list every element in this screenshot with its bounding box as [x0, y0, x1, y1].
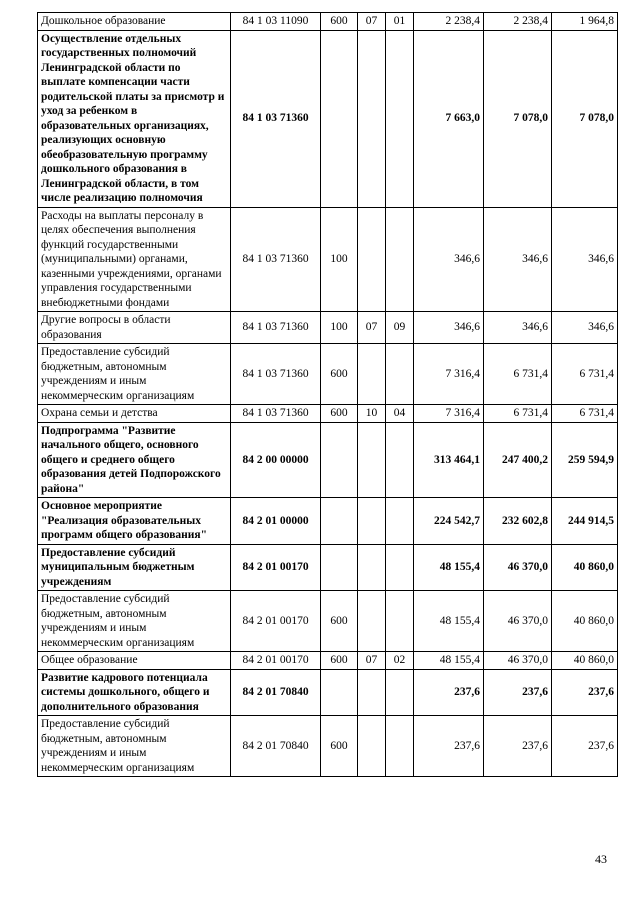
row-name: Предоставление субсидий бюджетным, автономным учреждениям и иным некоммерческим организациям — [38, 716, 231, 777]
row-amount-2: 247 400,2 — [484, 422, 552, 498]
row-subsection: 01 — [386, 13, 414, 31]
row-amount-1: 48 155,4 — [414, 591, 484, 652]
row-target-code: 84 1 03 71360 — [231, 344, 321, 405]
row-subsection — [386, 422, 414, 498]
row-amount-3: 6 731,4 — [552, 344, 618, 405]
row-amount-3: 7 078,0 — [552, 30, 618, 207]
row-amount-2: 6 731,4 — [484, 344, 552, 405]
table-row — [38, 716, 618, 777]
row-section — [358, 207, 386, 312]
row-amount-2: 237,6 — [484, 669, 552, 716]
row-expense-type — [321, 422, 358, 498]
row-name: Общее образование — [38, 652, 231, 670]
row-target-code: 84 1 03 71360 — [231, 30, 321, 207]
row-amount-3: 259 594,9 — [552, 422, 618, 498]
row-expense-type — [321, 544, 358, 591]
row-expense-type: 600 — [321, 13, 358, 31]
row-subsection: 04 — [386, 405, 414, 423]
row-name: Расходы на выплаты персоналу в целях обеспечения выполнения функций государственными (муниципальными) органами, казенными учреждениями, органами управления государственными внебюджетными фондами — [38, 207, 231, 312]
table-row — [38, 498, 618, 545]
row-expense-type: 600 — [321, 652, 358, 670]
row-amount-1: 313 464,1 — [414, 422, 484, 498]
row-amount-2: 346,6 — [484, 207, 552, 312]
row-name: Предоставление субсидий бюджетным, автономным учреждениям и иным некоммерческим организациям — [38, 344, 231, 405]
row-name: Основное мероприятие "Реализация образовательных программ общего образования" — [38, 498, 231, 545]
row-amount-2: 46 370,0 — [484, 544, 552, 591]
row-name: Другие вопросы в области образования — [38, 312, 231, 344]
table-row — [38, 30, 618, 207]
row-amount-3: 40 860,0 — [552, 544, 618, 591]
row-amount-3: 244 914,5 — [552, 498, 618, 545]
row-expense-type — [321, 669, 358, 716]
row-amount-3: 40 860,0 — [552, 591, 618, 652]
row-amount-1: 237,6 — [414, 716, 484, 777]
row-target-code: 84 1 03 71360 — [231, 405, 321, 423]
row-amount-3: 6 731,4 — [552, 405, 618, 423]
row-subsection: 09 — [386, 312, 414, 344]
table-row — [38, 207, 618, 312]
table-row — [38, 669, 618, 716]
row-amount-1: 7 663,0 — [414, 30, 484, 207]
row-subsection — [386, 716, 414, 777]
row-section — [358, 422, 386, 498]
row-section — [358, 498, 386, 545]
row-amount-2: 232 602,8 — [484, 498, 552, 545]
row-subsection — [386, 498, 414, 545]
row-amount-3: 1 964,8 — [552, 13, 618, 31]
row-amount-3: 346,6 — [552, 207, 618, 312]
row-expense-type: 100 — [321, 312, 358, 344]
row-section: 07 — [358, 652, 386, 670]
row-target-code: 84 2 00 00000 — [231, 422, 321, 498]
row-amount-1: 224 542,7 — [414, 498, 484, 545]
row-name: Охрана семьи и детства — [38, 405, 231, 423]
table-row — [38, 652, 618, 670]
budget-table-body — [38, 13, 618, 777]
row-name: Подпрограмма "Развитие начального общего, основного общего и среднего общего образования детей Подпорожского района" — [38, 422, 231, 498]
row-amount-3: 40 860,0 — [552, 652, 618, 670]
row-amount-1: 237,6 — [414, 669, 484, 716]
row-amount-3: 237,6 — [552, 669, 618, 716]
table-row — [38, 405, 618, 423]
row-amount-1: 346,6 — [414, 312, 484, 344]
row-amount-1: 7 316,4 — [414, 344, 484, 405]
page-number: 43 — [595, 852, 607, 866]
row-amount-2: 346,6 — [484, 312, 552, 344]
table-row — [38, 544, 618, 591]
budget-table — [37, 12, 618, 777]
row-name: Осуществление отдельных государственных полномочий Ленинградской области по выплате компенсации части родительской платы за присмотр и уход за ребенком в образовательных организациях, реализующих основную обеобразовательную программу дошкольного образования в Ленинградской области, в том числе реализацию полномочия — [38, 30, 231, 207]
row-section: 10 — [358, 405, 386, 423]
row-target-code: 84 2 01 70840 — [231, 716, 321, 777]
row-target-code: 84 2 01 00000 — [231, 498, 321, 545]
table-row — [38, 422, 618, 498]
row-section — [358, 669, 386, 716]
row-target-code: 84 2 01 00170 — [231, 591, 321, 652]
row-section: 07 — [358, 13, 386, 31]
row-amount-1: 7 316,4 — [414, 405, 484, 423]
row-target-code: 84 1 03 11090 — [231, 13, 321, 31]
row-amount-3: 346,6 — [552, 312, 618, 344]
row-subsection — [386, 591, 414, 652]
row-section — [358, 344, 386, 405]
row-amount-2: 46 370,0 — [484, 652, 552, 670]
row-name: Предоставление субсидий бюджетным, автономным учреждениям и иным некоммерческим организациям — [38, 591, 231, 652]
row-expense-type: 100 — [321, 207, 358, 312]
row-target-code: 84 1 03 71360 — [231, 312, 321, 344]
table-row — [38, 312, 618, 344]
row-amount-2: 46 370,0 — [484, 591, 552, 652]
table-row — [38, 13, 618, 31]
row-expense-type — [321, 498, 358, 545]
row-expense-type: 600 — [321, 591, 358, 652]
row-target-code: 84 2 01 00170 — [231, 652, 321, 670]
row-section: 07 — [358, 312, 386, 344]
row-section — [358, 716, 386, 777]
row-subsection — [386, 30, 414, 207]
row-subsection — [386, 344, 414, 405]
row-amount-2: 7 078,0 — [484, 30, 552, 207]
row-amount-2: 2 238,4 — [484, 13, 552, 31]
table-row — [38, 344, 618, 405]
row-section — [358, 591, 386, 652]
row-amount-1: 2 238,4 — [414, 13, 484, 31]
row-subsection — [386, 207, 414, 312]
row-amount-1: 48 155,4 — [414, 652, 484, 670]
row-amount-1: 346,6 — [414, 207, 484, 312]
row-subsection — [386, 669, 414, 716]
row-expense-type: 600 — [321, 344, 358, 405]
row-section — [358, 30, 386, 207]
row-name: Развитие кадрового потенциала системы дошкольного, общего и дополнительного образования — [38, 669, 231, 716]
row-amount-1: 48 155,4 — [414, 544, 484, 591]
row-target-code: 84 2 01 70840 — [231, 669, 321, 716]
row-amount-3: 237,6 — [552, 716, 618, 777]
row-amount-2: 6 731,4 — [484, 405, 552, 423]
row-expense-type: 600 — [321, 405, 358, 423]
row-target-code: 84 2 01 00170 — [231, 544, 321, 591]
row-section — [358, 544, 386, 591]
row-amount-2: 237,6 — [484, 716, 552, 777]
row-subsection: 02 — [386, 652, 414, 670]
row-subsection — [386, 544, 414, 591]
row-target-code: 84 1 03 71360 — [231, 207, 321, 312]
row-name: Дошкольное образование — [38, 13, 231, 31]
row-expense-type: 600 — [321, 716, 358, 777]
row-expense-type — [321, 30, 358, 207]
row-name: Предоставление субсидий муниципальным бюджетным учреждениям — [38, 544, 231, 591]
table-row — [38, 591, 618, 652]
